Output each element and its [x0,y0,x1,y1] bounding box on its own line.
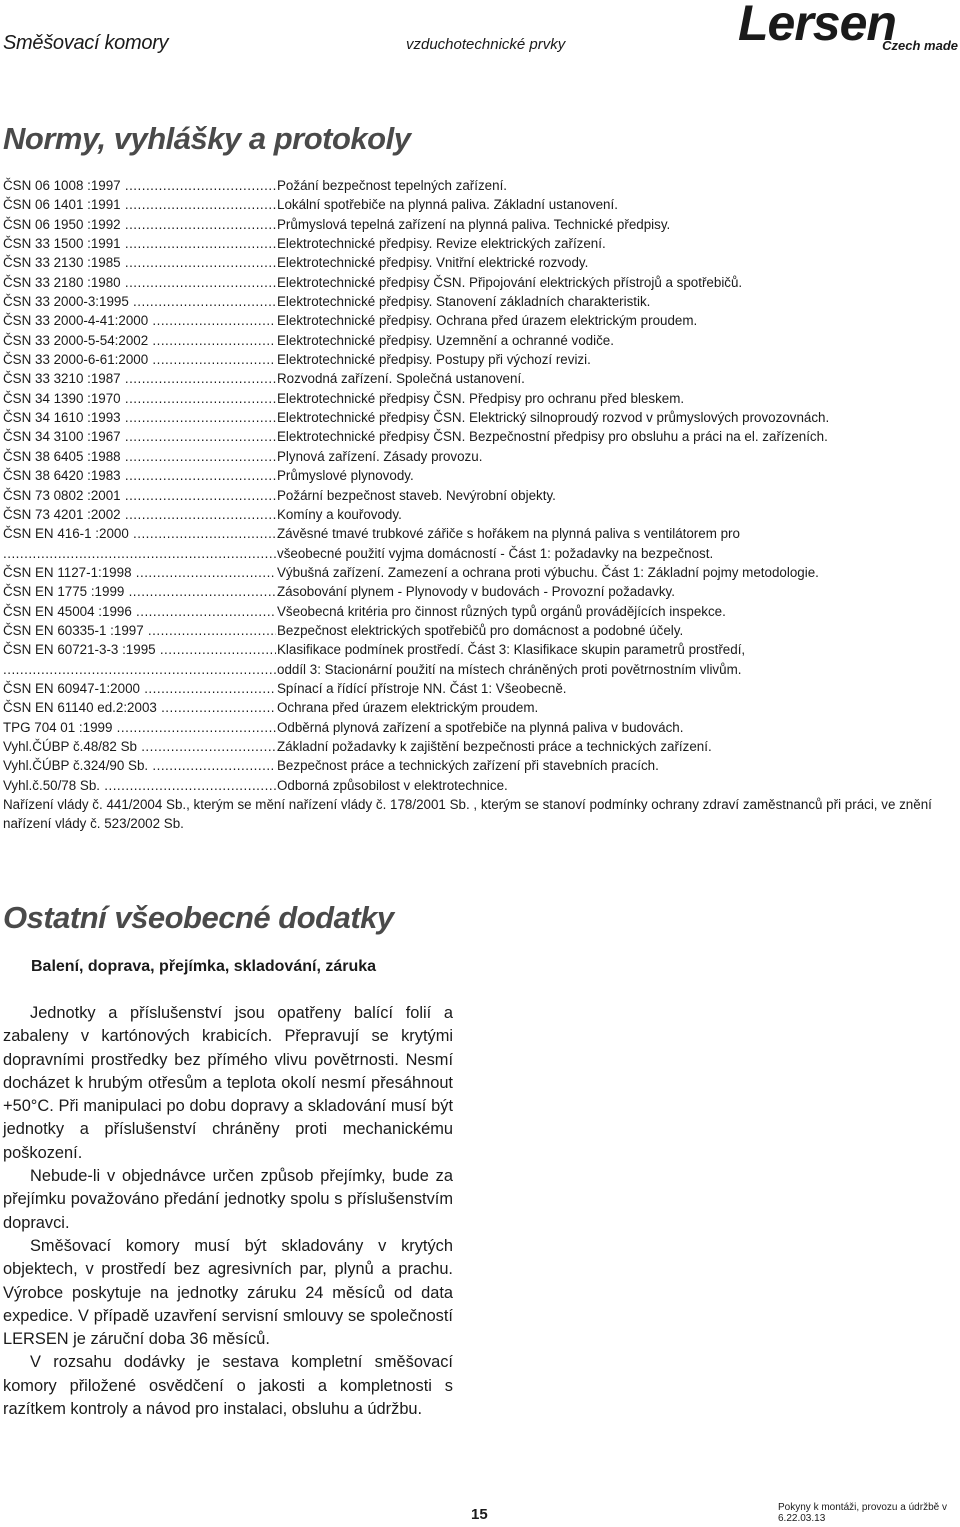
norm-row [3,331,958,350]
body-paragraph: Jednotky a příslušenství jsou opatřeny balící folií a zabaleny v kartónových krabicích. Přepravují se krytými dopravními prostředky bez přímého vlivu povětrnosti. Nesmí docházet k hrubým otřesům a teplota okolí nesmí přesáhnout +50°C. Při manipulaci po dobu dopravy a skladování musí být jednotky a příslušenství chráněny proti mechanickému poškození. [3,1004,453,1162]
norm-row [3,679,958,698]
norm-row [3,718,958,737]
norm-row [3,466,958,485]
norm-description: Elektrotechnické předpisy ČSN. Elektrický silnoproudý rozvod v průmyslových provozovnách. [276,408,829,427]
norm-code: ČSN 38 6405 :1988 ..... [3,447,276,466]
norms-heading: Normy, vyhlášky a protokoly [3,121,411,156]
norm-code: ČSN 73 4201 :2002 ..... [3,505,276,524]
norm-code: ČSN EN 60721-3-3 :1995 ..... [3,640,276,659]
packaging-subheading: Balení, doprava, přejímka, skladování, záruka [31,958,377,975]
norm-code: ČSN EN 45004 :1996 ..... [3,602,276,621]
norm-row [3,292,958,311]
norm-description: Závěsné tmavé trubkové zářiče s hořákem na plynná paliva s ventilátorem pro [276,524,740,543]
norm-description: Výbušná zařízení. Zamezení a ochrana proti výbuchu. Část 1: Základní pojmy metodologie. [276,563,819,582]
norm-row [3,234,958,253]
norm-description: Průmyslová tepelná zařízení na plynná paliva. Technické předpisy. [276,215,670,234]
norm-row [3,215,958,234]
general-heading: Ostatní všeobecné dodatky [3,900,394,935]
norm-row [3,369,958,388]
norm-row [3,698,958,717]
norm-description: Rozvodná zařízení. Společná ustanovení. [276,369,525,388]
norm-description: oddíl 3: Stacionární použití na místech chráněných proti povětrnostním vlivům. [276,660,741,679]
norm-row [3,660,958,679]
norm-code: ČSN EN 60947-1:2000 ..... [3,679,276,698]
norm-row [3,195,958,214]
norm-description: Odborná způsobilost v elektrotechnice. [276,776,508,795]
page-number: 15 [471,1506,488,1523]
norm-code: ČSN 33 2180 :1980 ..... [3,273,276,292]
footer-version-note: Pokyny k montáži, provozu a údržbě v 6.22.03.13 [778,1502,947,1524]
norm-description: Elektrotechnické předpisy ČSN. Připojování elektrických přístrojů a spotřebičů. [276,273,742,292]
norm-code: ČSN 34 3100 :1967 ..... [3,427,276,446]
norm-code: Vyhl.ČÚBP č.324/90 Sb. ..... [3,756,276,775]
norm-code: ČSN 33 1500 :1991 ..... [3,234,276,253]
norm-code: ČSN 06 1950 :1992 ..... [3,215,276,234]
norm-code: Vyhl.č.50/78 Sb. ..... [3,776,276,795]
norm-code: ČSN 33 3210 :1987 ..... [3,369,276,388]
norm-description: Zásobování plynem - Plynovody v budovách - Provozní požadavky. [276,582,675,601]
norm-code: ČSN EN 1775 :1999 ..... [3,582,276,601]
norm-description: Požání bezpečnost tepelných zařízení. [276,176,507,195]
norm-code: ČSN 33 2000-6-61:2000 ..... [3,350,276,369]
norm-code: ČSN 33 2000-5-54:2002 ..... [3,331,276,350]
norm-code: ČSN 33 2000-4-41:2000 ..... [3,311,276,330]
norm-description: Elektrotechnické předpisy. Postupy při výchozí revizi. [276,350,591,369]
norm-code: ČSN 73 0802 :2001 ..... [3,486,276,505]
norm-row [3,408,958,427]
logo-tagline: Czech made [882,38,958,53]
norm-description: Elektrotechnické předpisy. Vnitřní elektrické rozvody. [276,253,588,272]
norm-code: ČSN 34 1390 :1970 ..... [3,389,276,408]
norm-description: Odběrná plynová zařízení a spotřebiče na plynná paliva v budovách. [276,718,683,737]
norm-row [3,563,958,582]
norm-description: Komíny a kouřovody. [276,505,402,524]
norm-code: ČSN EN 61140 ed.2:2003 ..... [3,698,276,717]
norm-description: Elektrotechnické předpisy. Revize elektrických zařízení. [276,234,606,253]
norm-row [3,389,958,408]
norms-list [3,176,958,834]
norm-row [3,427,958,446]
government-regulation-note: Nařízení vlády č. 441/2004 Sb., kterým se mění nařízení vlády č. 178/2001 Sb. , kterým se stanoví podmínky ochrany zdraví zaměstnanců při práci, ve znění nařízení vlády č. 523/2002 Sb. [3,797,932,832]
norm-code: TPG 704 01 :1999 ..... [3,718,276,737]
norm-row [3,756,958,775]
norm-row [3,505,958,524]
norm-description: Požární bezpečnost staveb. Nevýrobní objekty. [276,486,556,505]
norm-code: ČSN EN 60335-1 :1997 ..... [3,621,276,640]
norm-description: Průmyslové plynovody. [276,466,414,485]
norm-code: ČSN EN 1127-1:1998 ..... [3,563,276,582]
norm-row [3,273,958,292]
norm-description: Lokální spotřebiče na plynná paliva. Základní ustanovení. [276,195,618,214]
packaging-body [3,1002,453,1421]
lersen-logo [738,0,960,60]
norm-description: Plynová zařízení. Zásady provozu. [276,447,482,466]
norm-description: Elektrotechnické předpisy. Uzemnění a ochranné vodiče. [276,331,614,350]
norm-description: Ochrana před úrazem elektrickým proudem. [276,698,538,717]
body-paragraph: V rozsahu dodávky je sestava kompletní směšovací komory přiložené osvědčení o jakosti a kompletnosti s razítkem kontroly a návod pro instalaci, obsluhu a údržbu. [3,1353,453,1419]
norm-row [3,582,958,601]
norm-row [3,602,958,621]
norm-description: Bezpečnost elektrických spotřebičů pro domácnost a podobné účely. [276,621,683,640]
norm-code: ČSN 33 2130 :1985 ..... [3,253,276,272]
page-header [0,0,960,80]
norm-row [3,640,958,659]
header-subtitle: vzduchotechnické prvky [406,36,566,53]
norm-row [3,486,958,505]
norm-code: ČSN 06 1401 :1991 ..... [3,195,276,214]
norm-description: Elektrotechnické předpisy. Ochrana před úrazem elektrickým proudem. [276,311,697,330]
body-paragraph: Nebude-li v objednávce určen způsob přejímky, bude za přejímku považováno předání jednotky spolu s příslušenstvím dopravci. [3,1167,453,1232]
norm-description: všeobecné použití vyjma domácností - Část 1: požadavky na bezpečnost. [276,544,713,563]
norm-description: Elektrotechnické předpisy ČSN. Předpisy pro ochranu před bleskem. [276,389,684,408]
norm-row [3,311,958,330]
norm-code: ČSN 06 1008 :1997 ..... [3,176,276,195]
norm-description: Bezpečnost práce a technických zařízení při stavebních pracích. [276,756,659,775]
norm-description: Elektrotechnické předpisy ČSN. Bezpečnostní předpisy pro obsluhu a práci na el. zařízeních. [276,427,828,446]
norm-description: Klasifikace podmínek prostředí. Část 3: Klasifikace skupin parametrů prostředí, [276,640,745,659]
norm-code: ČSN 34 1610 :1993 ..... [3,408,276,427]
logo-brand: Lersen [738,0,896,51]
header-section-title: Směšovací komory [3,32,169,54]
norm-row [3,176,958,195]
norm-code: ČSN 38 6420 :1983 ..... [3,466,276,485]
norm-row [3,524,958,543]
body-paragraph: Směšovací komory musí být skladovány v krytých objektech, v prostředí bez agresivních par, plynů a prachu. Výrobce poskytuje na jednotky záruku 24 měsíců od data expedice. V případě uzavření servisní smlouvy se společností LERSEN je záruční doba 36 měsíců. [3,1236,453,1349]
norm-row [3,253,958,272]
norm-row [3,737,958,756]
norm-description: Všeobecná kritéria pro činnost různých typů orgánů provádějících inspekce. [276,602,726,621]
norm-description: Spínací a řídící přístroje NN. Část 1: Všeobecně. [276,679,567,698]
norm-code [3,660,276,679]
norm-description: Základní požadavky k zajištění bezpečnosti práce a technických zařízení. [276,737,712,756]
norm-row [3,447,958,466]
norm-code: ČSN 33 2000-3:1995 ..... [3,292,276,311]
norm-row [3,544,958,563]
norm-code [3,544,276,563]
norm-row [3,350,958,369]
norm-code: Vyhl.ČÚBP č.48/82 Sb ..... [3,737,276,756]
norm-row [3,621,958,640]
norm-row [3,776,958,795]
norm-description: Elektrotechnické předpisy. Stanovení základních charakteristik. [276,292,650,311]
norm-code: ČSN EN 416-1 :2000 ..... [3,524,276,543]
